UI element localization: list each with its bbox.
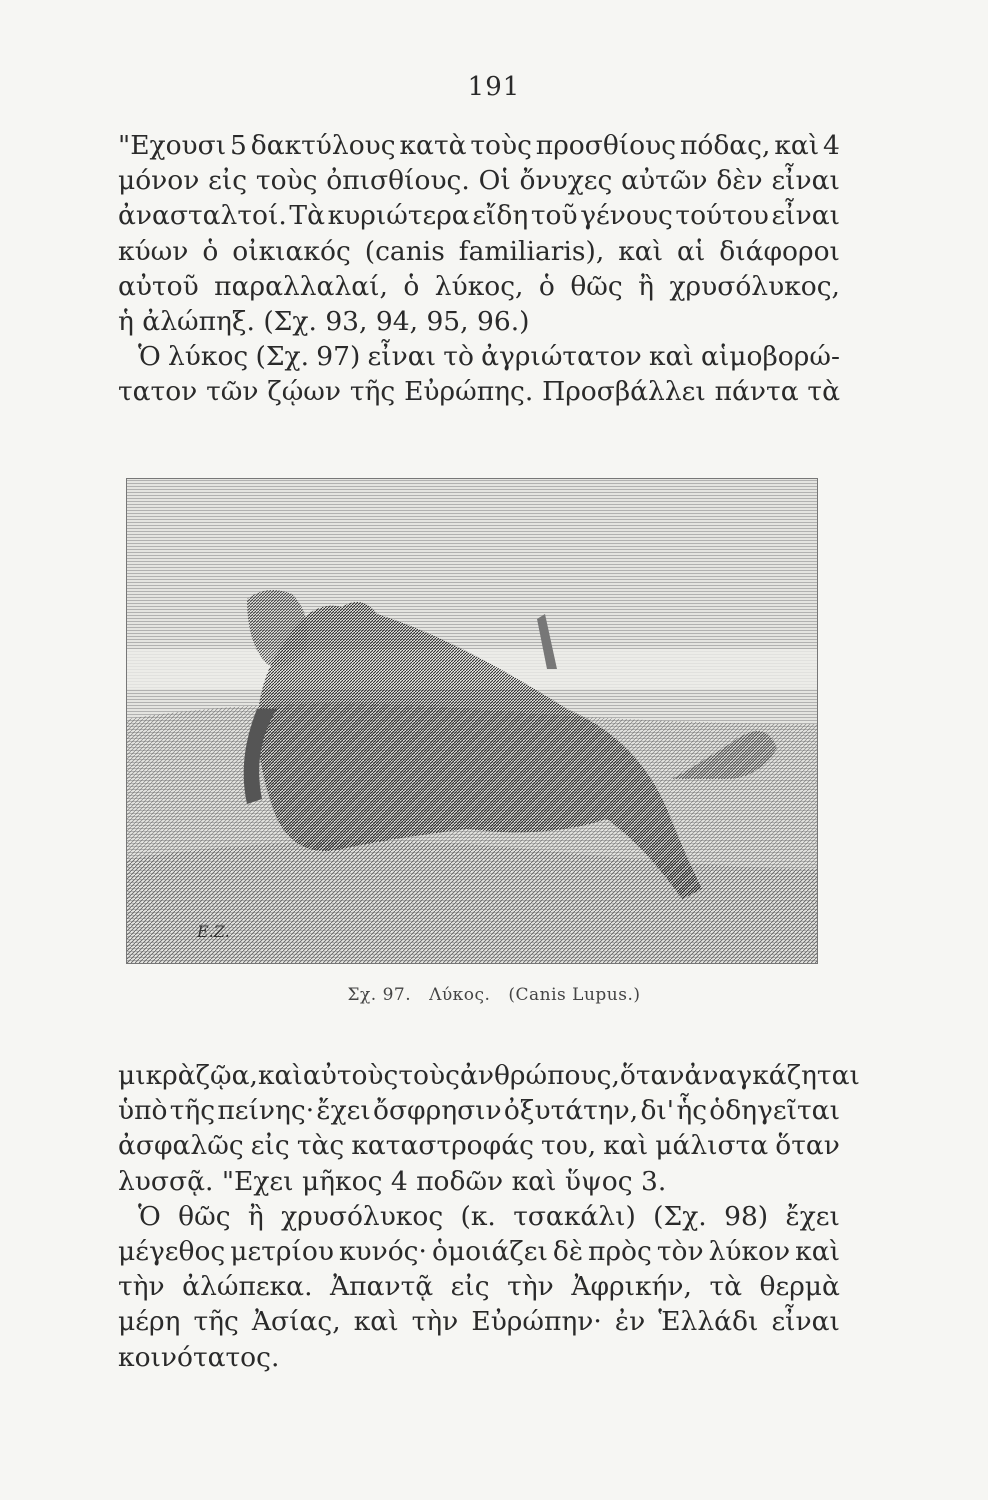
text-line [118, 1304, 840, 1339]
word: Ἀσίας, [251, 1306, 341, 1338]
text-line [118, 1340, 840, 1375]
word: τὰς [296, 1130, 345, 1162]
word: τὸν [656, 1235, 704, 1267]
word: εἰς [450, 1271, 490, 1303]
text-line-content: ἡ ἀλώπηξ. (Σχ. 93, 94, 95, 96.) [118, 305, 530, 337]
word: Ἀπαντᾷ [330, 1271, 434, 1303]
word: ἔχει [316, 1095, 371, 1127]
word: διάφοροι [719, 235, 840, 267]
word: λύκον [708, 1235, 791, 1267]
text-line [118, 1128, 840, 1163]
word: τούτου [675, 200, 769, 232]
word: ὄσφρησιν [373, 1095, 502, 1127]
text-line [118, 339, 840, 374]
word: καὶ [257, 1060, 303, 1091]
word: ὁ [202, 235, 219, 267]
word: δὲν [716, 165, 763, 197]
word: Ὁ [138, 1200, 161, 1232]
bottom-paragraph [118, 1058, 860, 1375]
word: Εὐρώπην· [471, 1306, 602, 1338]
word: εἰς [208, 165, 248, 197]
word: τῆς [349, 376, 396, 408]
word: 4 [823, 130, 840, 161]
word: μόνον [118, 165, 200, 197]
word: εἰς [250, 1130, 290, 1162]
word: ὀπισθίους. [326, 165, 470, 197]
word: ἀλώπεκα. [182, 1271, 313, 1303]
text-line [118, 1269, 840, 1304]
word: ζῷα, [195, 1060, 258, 1091]
caption-ref: Σχ. 97. [347, 985, 412, 1005]
word: δακτύλους [250, 130, 396, 161]
word: (canis [364, 235, 445, 267]
word: πόδας, [679, 130, 771, 161]
word: ὑπὸ [118, 1095, 168, 1127]
word: Οἱ [478, 165, 511, 197]
word: γένους [580, 200, 673, 232]
word: ζῴων [267, 376, 342, 408]
word: καταστροφάς [351, 1130, 534, 1162]
word: 98) [724, 1200, 769, 1232]
word: μάλιστα [655, 1130, 769, 1162]
word: Τὰ [289, 200, 325, 232]
word: τὴν [118, 1271, 165, 1303]
word: μέρη [118, 1306, 181, 1338]
text-line-content: κοινότατος. [118, 1341, 280, 1373]
page-number: 191 [467, 72, 521, 102]
top-paragraph [118, 128, 840, 410]
word: κύων [118, 235, 189, 267]
word: ἀσφαλῶς [118, 1130, 244, 1162]
word: "Εχουσι [118, 130, 227, 161]
word: ὁ [538, 270, 555, 302]
word: καὶ [774, 130, 820, 161]
text-line [118, 304, 840, 339]
word: ὄνυχες [519, 165, 613, 197]
word: πάντα [714, 376, 799, 408]
word: χρυσόλυκος, [669, 270, 840, 302]
word: καὶ [618, 235, 664, 267]
word: δι' [640, 1095, 675, 1127]
word: αὐτοῦ [118, 270, 199, 302]
word: familiaris), [458, 235, 605, 267]
word: εἴδη [472, 200, 529, 232]
word: οἰκιακός [232, 235, 351, 267]
word: θῶς [570, 270, 623, 302]
word: τὸ [443, 341, 474, 373]
word: μικρὰ [118, 1060, 196, 1091]
word: εἶναι [771, 165, 840, 197]
engraver-signature: E.Z. [197, 922, 230, 941]
word: τατον [118, 376, 198, 408]
word: εἶναι [771, 1306, 840, 1338]
word: καὶ [603, 1130, 649, 1162]
word: ἀνθρώπους, [459, 1060, 620, 1091]
word: καὶ [648, 341, 694, 373]
word: ὁμοιάζει [431, 1235, 548, 1267]
word: προσθίους [535, 130, 677, 161]
word: λύκος [168, 341, 249, 373]
word: (Σχ. [653, 1200, 707, 1232]
word: αἱ [677, 235, 706, 267]
word: κυριώτερα [327, 200, 470, 232]
word: ὁ [403, 270, 420, 302]
word: Προσβάλλει [542, 376, 706, 408]
word: αἱμοβορώ- [701, 341, 840, 373]
word: ὅταν [775, 1130, 840, 1162]
word: Εὐρώπης. [404, 376, 534, 408]
word: ἧς [676, 1095, 708, 1127]
word: τῶν [206, 376, 259, 408]
text-line [118, 374, 840, 409]
word: ὅταν [619, 1060, 685, 1091]
word: ἢ [638, 270, 655, 302]
word: πρὸς [588, 1235, 652, 1267]
word: 97) [316, 341, 361, 373]
caption-name: Λύκος. [429, 985, 491, 1005]
word: καὶ [795, 1235, 840, 1267]
word: τῆς [169, 1095, 216, 1127]
word: Ὁ [138, 341, 161, 373]
word: τοὺς [470, 130, 532, 161]
caption-latin: (Canis Lupus.) [508, 985, 641, 1005]
word: Ἑλλάδι [658, 1306, 759, 1338]
word: καὶ [353, 1306, 399, 1338]
word: τὴν [507, 1271, 554, 1303]
word: ἀναγκάζηται [684, 1060, 860, 1091]
text-line [118, 1199, 840, 1234]
word: τὰ [709, 1271, 743, 1303]
word: ὁδηγεῖται [709, 1095, 840, 1127]
word: εἶναι [367, 341, 437, 373]
word: τοῦ [530, 200, 578, 232]
text-line [118, 1234, 840, 1269]
word: μέγεθος [118, 1235, 226, 1267]
text-line [118, 234, 840, 269]
text-line [118, 198, 840, 233]
word: χρυσόλυκος [281, 1200, 444, 1232]
word: αὐτοὺς [302, 1060, 399, 1091]
word: αὐτῶν [621, 165, 708, 197]
word: πείνης· [217, 1095, 315, 1127]
word: θῶς [178, 1200, 231, 1232]
word: ἔχει [785, 1200, 840, 1232]
word: θερμὰ [759, 1271, 840, 1303]
word: Ἀφρικήν, [571, 1271, 692, 1303]
word: (Σχ. [255, 341, 310, 373]
word: τοὺς [255, 165, 318, 197]
wolf-engraving-figure [126, 478, 818, 964]
word: ἀνασταλτοί. [118, 200, 287, 232]
word: μετρίου [230, 1235, 334, 1267]
word: δὲ [552, 1235, 584, 1267]
figure-caption [0, 985, 988, 1005]
word: τῆς [193, 1306, 239, 1338]
word: κατὰ [399, 130, 467, 161]
text-line [118, 1164, 840, 1199]
word: 5 [230, 130, 247, 161]
word: ἀγριώτατον [481, 341, 642, 373]
text-line [118, 128, 840, 163]
text-line-content: λυσσᾷ. "Εχει μῆκος 4 ποδῶν καὶ ὕψος 3. [118, 1165, 667, 1197]
word: παραλλαλαί, [214, 270, 388, 302]
text-line [118, 1093, 840, 1128]
word: λύκος, [434, 270, 524, 302]
word: κυνός· [338, 1235, 427, 1267]
word: τοὺς [398, 1060, 460, 1091]
word: εἶναι [771, 200, 840, 232]
text-line [118, 269, 840, 304]
word: του, [541, 1130, 597, 1162]
word: τσακάλι) [513, 1200, 636, 1232]
wolf-illustration [127, 479, 817, 963]
word: (κ. [460, 1200, 496, 1232]
text-line [118, 163, 840, 198]
word: ἢ [247, 1200, 264, 1232]
word: τὴν [411, 1306, 459, 1338]
word: τὰ [807, 376, 840, 408]
word: ὀξυτάτην, [503, 1095, 639, 1127]
word: ἐν [614, 1306, 646, 1338]
text-line [118, 1058, 860, 1093]
